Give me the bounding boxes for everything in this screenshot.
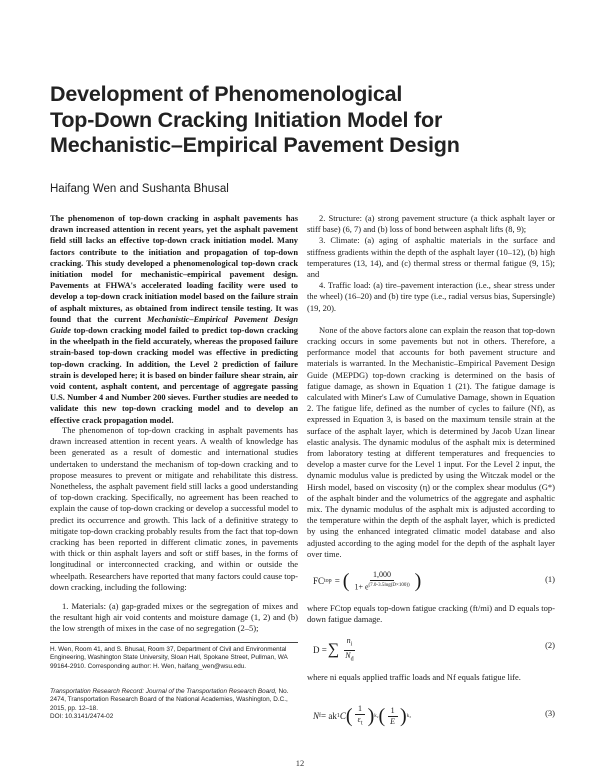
- eq3-f2-den: E: [390, 716, 396, 726]
- equation-3: N f = ak 1 C ( $\frac{1}{\varepsilon_t}$ ) k₂ ( $\frac{1}{E}$ ) k₃ (3): [313, 704, 555, 728]
- factor-list-left: [50, 601, 298, 635]
- title-line-3: Mechanistic–Empirical Pavement Design: [50, 133, 460, 157]
- abstract-part-1: The phenomenon of top-down cracking in asphalt pavements has drawn increased attention in recent years, yet the asphalt pavement field still lacks an effective top-down crack initiation model. Many factors contribute to the initiation and propagation of top-down cracking. This study developed a phenomenological top-down crack initiation model for mechanistic–empirical pavement design. Pavements at FHWA's accelerated loading facility were used to develop a top-down crack initiation model based on the failure strain of asphalt mixtures, as obtained from indirect tensile testing. It was found that the current: [50, 214, 298, 324]
- eq1-lhs: FC: [313, 576, 325, 587]
- eq1-denominator: 1+ e: [354, 582, 369, 592]
- authors: Haifang Wen and Sushanta Bhusal: [50, 183, 229, 195]
- title-line-2: Top-Down Cracking Initiation Model for: [50, 107, 443, 132]
- eq1-numerator: 1,000: [370, 570, 394, 581]
- eq2-label: (2): [545, 640, 555, 650]
- eq2-denominator: N: [345, 650, 351, 660]
- author-affiliation-footnote: H. Wen, Room 41, and S. Bhusal, Room 37, Department of Civil and Environmental Engineering, Washington State University, Sloan Hall, Spokane Street, Pullman, WA 99164-2910. Corresponding author: H. Wen, haifang_wen@wsu.edu.: [50, 646, 288, 670]
- equation-2: [307, 634, 555, 663]
- journal-name: Transportation Research Record: Journal of the Transportation Research Board,: [50, 688, 277, 695]
- equation-1: FC top = ( $\frac{1,000}{1+ e^{(7.0-3.5log(D\times 100))}}$ ) (1): [313, 570, 555, 593]
- title-line-1: Development of Phenomenological: [50, 82, 403, 106]
- eq3-f1-den-sub: t: [360, 720, 363, 727]
- publication-details: No. 2474, Transportation Research Board of the National Academies, Washington, D.C., 2015, pp. 12–18.: [50, 688, 289, 712]
- eq1-label: (1): [545, 574, 555, 584]
- abstract: [50, 213, 298, 426]
- eq3-label: (3): [545, 708, 555, 718]
- eq2-lhs: D =: [313, 645, 327, 656]
- eq3-f2-num: 1: [388, 706, 398, 717]
- eq3-lhs: N: [313, 711, 320, 722]
- list-item-climate: 3. Climate: (a) aging of asphaltic materials in the surface and stiffness gradients within the depth of the asphalt layer (10–12), (b) high temperatures (13, 14), and (c) thermal stress or thermal fatigue (9, 15); and: [307, 235, 555, 280]
- list-item-materials: 1. Materials: (a) gap-graded mixes or the segregation of mixes and the resultant high air void contents and moisture damage (1, 2) and (b) the low strength of mixes in the case of no segregation (2–5);: [50, 601, 298, 634]
- eq3-mid: = ak: [321, 711, 337, 722]
- eq2-explanation: where ni equals applied traffic loads and Nf equals fatigue life.: [307, 672, 521, 682]
- mepdg-paragraph: None of the above factors alone can explain the reason that top-down cracking occurs in some pavements but not in others. Therefore, a performance model that accounts for both pavement structure and materials is warranted. In the Mechanistic–Empirical Pavement Design Guide (MEPDG) top-down cracking is determined on the basis of fatigue damage, as shown in Equation 1 (21). The fatigue damage is calculated with Miner's Law of Cumulative Damage, shown in Equation 2. The fatigue life, defined as the number of cycles to failure (Nf), as expressed in Equation 3, is based on the maximum tensile strain at the surface of the asphalt layer, which is determined by Jacob Uzan linear elastic analysis. The dynamic modulus of the asphalt mix is determined from laboratory testing at different temperatures and frequencies to develop a master curve for the Level 1 input. For the Level 2 input, the dynamic modulus value is predicted by using the Witczak model or the Hirsh model, based on viscosity (η) or the complex shear modulus (G*) of the asphalt binder and the volumetrics of the aggregate and asphaltic mix. The dynamic modulus of the asphalt mix is adjusted according to the temperature within the depth of the asphalt layer, which is predicted by using the enhanced integrated climatic model database and also adjusted according to the aging model for the depth of the asphalt layer over time.: [307, 324, 555, 559]
- sum-symbol: ∑: [327, 641, 340, 659]
- eq3-c: C: [339, 711, 346, 722]
- abstract-italic: Mechanistic–Empirical Pavement Design Guide: [50, 314, 298, 336]
- list-item-traffic: 4. Traffic load: (a) tire–pavement interaction (i.e., shear stress under the wheel) (16–20) and (b) tire type (i.e., radial versus bias, Supersingle) (19, 20).: [307, 280, 555, 313]
- eq3-f1-num: 1: [355, 704, 365, 715]
- right-column: [307, 213, 555, 560]
- eq1-exponent: (7.0-3.5log(D×100)): [368, 583, 410, 588]
- intro-text: The phenomenon of top-down cracking in asphalt pavements has drawn increased attention in recent years. A wealth of knowledge has been generated as a result of domestic and international studies undertaken to understand the mechanism of top-down cracking and to propose measures to prevent or mitigate and rehabilitate this distress. Nonetheless, the asphalt pavement field still lacks a good understanding of top-down cracking. Specifically, no agreement has been reached to explain the cause of top-down cracking or develop a successful model to predict its occurrence and growth. This lack of a definitive strategy to mitigate top-down cracking probably results from the fact that top-down cracking has been reported in different climatic zones, in pavements with thick or thin asphalt layers and soft or stiff bases, in the forms of longitudinal or interconnected cracking, and within or outside the wheelpath. Researchers have reported that many factors could cause top-down cracking, including the following:: [50, 425, 298, 592]
- eq1-explanation: where FCtop equals top-down fatigue cracking (ft/mi) and D equals top-down fatigue damage.: [307, 603, 555, 625]
- footnote-divider: [50, 642, 298, 643]
- eq3-lhs-sub: f: [319, 713, 322, 720]
- abstract-part-2: top-down cracking model failed to predict top-down cracking in the wheelpath in the field accurately, whereas the proposed failure strain-based top-down cracking model was effective in predicting top-down cracking. In addition, the Level 2 prediction of failure strain is developed here; it is based on binder failure shear strain, air void content, asphalt content, and percentage of aggregate passing U.S. Number 4 and Number 200 sieves. Further studies are needed to validate this new top-down cracking model and to develop an effective crack propagation model.: [50, 326, 298, 425]
- page-number: 12: [295, 758, 305, 768]
- eq2-denominator-sub: d: [350, 656, 354, 663]
- eq3-f1-den: ε: [357, 715, 361, 724]
- eq1-lhs-sub: top: [324, 578, 332, 585]
- eq3-f2-exp: k₃: [406, 713, 411, 719]
- list-item-structure: 2. Structure: (a) strong pavement structure (a thick asphalt layer or stiff base) (6, 7) and (b) loss of bond between asphalt lifts (8, 9);: [307, 213, 555, 235]
- doi: DOI: 10.3141/2474-02: [50, 712, 114, 720]
- eq3-f1-exp: k₂: [374, 713, 379, 719]
- publication-info: [50, 688, 298, 721]
- eq2-numerator: n: [346, 636, 351, 645]
- eq2-numerator-sub: i: [350, 641, 353, 648]
- eq3-mid-sub: 1: [336, 713, 340, 720]
- paper-title: [50, 82, 550, 159]
- introduction-paragraph: [50, 425, 298, 593]
